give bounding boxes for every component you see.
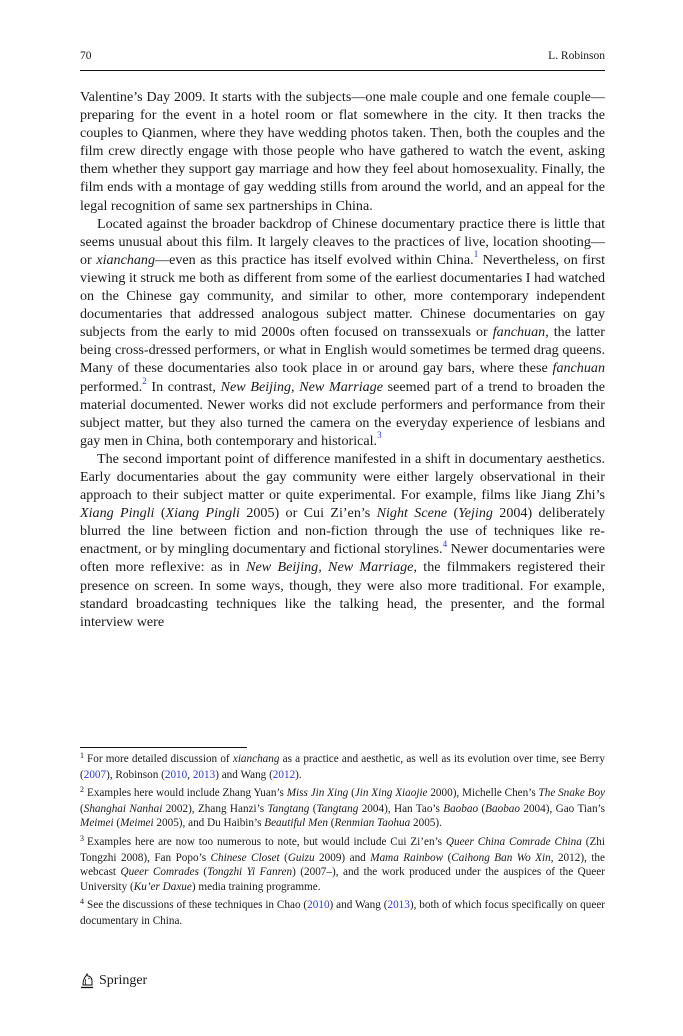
text-run: ) (2007–), and the work produced under the auspices of the Queer University ( [80, 866, 605, 893]
text-run: ( [113, 817, 121, 830]
text-run: ( [478, 802, 486, 815]
footnote-ref-2[interactable]: 2 [142, 375, 147, 386]
text-run: , 2012), the webcast [80, 851, 605, 879]
citation-link[interactable]: 2013 [387, 899, 410, 912]
footnote-2 [80, 786, 605, 831]
footnote-3 [80, 835, 605, 894]
text-run: , the latter being cross-dressed performers, or what in English would sometimes be termed drag queens. Many of these documentaries also took place in or around gay bars, where these [80, 324, 605, 377]
italic-text: The Snake Boy [538, 787, 605, 800]
italic-text: Beautiful Men [264, 817, 328, 830]
text-run: Located against the broader backdrop of Chinese documentary practice there is little that seems unusual about this film. It largely cleaves to the practices of live, location shooting—or [80, 215, 605, 268]
footnote-ref-3[interactable]: 3 [377, 430, 382, 441]
text-run: For more detailed discussion of [87, 753, 233, 765]
text-run: 2002), Zhang Hanzi’s [162, 802, 268, 815]
publisher-footer [80, 970, 147, 992]
footnote-ref-4[interactable]: 4 [442, 538, 448, 549]
body-text [80, 88, 605, 631]
text-run: ), both of which focus specifically on queer documentary in China. [80, 899, 606, 927]
italic-text: Tangtang [316, 802, 359, 815]
italic-text: Jin Xing Xiaojie [354, 787, 428, 800]
italic-text: Renmian Taohua [334, 817, 411, 830]
italic-text: Yejing [458, 505, 493, 522]
text-run: Examples here are now too numerous to note, but would include Cui Zi’en’s [87, 835, 446, 848]
text-run: 2004), Han Tao’s [358, 802, 444, 815]
text-run: , [187, 768, 193, 781]
italic-text: Miss Jin Xing [286, 787, 349, 800]
footnote-ref-1[interactable]: 1 [473, 249, 479, 260]
running-header [80, 50, 605, 70]
header-rule [80, 70, 605, 71]
italic-text: xianchang [232, 753, 280, 765]
italic-text: New Beijing, New Marriage [246, 559, 414, 576]
footnote-1 [80, 752, 605, 782]
citation-link[interactable]: 2007 [83, 768, 107, 781]
italic-text: fanchuan [492, 324, 546, 341]
italic-text: Meimei [120, 817, 154, 830]
italic-text: Xiang Pingli [80, 505, 155, 522]
italic-text: Baobao [443, 802, 479, 815]
text-run: ), Robinson ( [106, 768, 165, 781]
text-run: ). [295, 768, 302, 781]
italic-text: Queer China Comrade China [445, 835, 582, 848]
text-run: ( [327, 817, 335, 830]
text-run: 2005), and Du Haibin’s [153, 817, 265, 830]
italic-text: Night Scene [376, 505, 448, 522]
italic-text: New Beijing, New Marriage [220, 378, 383, 395]
text-run: See the discussions of these techniques in Chao ( [87, 899, 308, 912]
text-run: ( [447, 505, 459, 522]
text-run: Examples here would include Zhang Yuan’s [87, 787, 287, 800]
italic-text: Shanghai Nanhai [83, 802, 163, 815]
text-run: 2004), Gao Tian’s [519, 802, 606, 815]
italic-text: Mama Rainbow [370, 851, 444, 864]
footnotes [80, 752, 605, 933]
text-run: ) and Wang ( [215, 768, 273, 781]
text-run: 2004) deliberately blurred the line between fiction and non-fiction through the use of techniques like re-enactment, or by mingling documentary and fictional storylines. [80, 505, 606, 558]
footnote-rule [80, 747, 247, 748]
text-run: as a practice and aesthetic, as well as its evolution over time, see Berry ( [80, 753, 605, 781]
text-run: Nevertheless, on first viewing it struck me both as different from some of the earliest documentaries I had watched on the Chinese gay community, and similar to other, more contemporary independent documentaries that addressed analogous subject matter. Chinese documentaries on gay subjects from the early to mid 2000s often focused on transsexuals or [80, 251, 606, 341]
text-run: ( [279, 851, 288, 864]
text-run: ( [309, 802, 317, 815]
text-run: , the filmmakers registered their presence on screen. In some ways, though, they were also more traditional. For example, standard broadcasting techniques like the talking head, the presenter, and the formal interview were [80, 559, 605, 630]
footnote-number: 4 [80, 897, 84, 907]
springer-knight-icon [80, 972, 94, 990]
text-run: (Zhi Tongzhi 2008), Fan Popo’s [80, 835, 605, 864]
footnote-number: 3 [80, 833, 84, 843]
citation-link[interactable]: 2013 [192, 768, 216, 781]
citation-link[interactable]: 2010 [164, 768, 188, 781]
text-run: —even as this practice has itself evolved within China. [155, 251, 474, 268]
text-run: 2005). [410, 817, 442, 830]
text-run: 2009) and [314, 851, 371, 864]
italic-text: Chinese Closet [210, 851, 280, 864]
text-run: ) media training programme. [191, 880, 321, 893]
paragraph [80, 215, 605, 450]
text-run: 2005) or Cui Zi’en’s [239, 505, 377, 522]
text-run: performed. [80, 378, 143, 395]
italic-text: fanchuan [552, 360, 605, 377]
text-run: 2000), Michelle Chen’s [427, 787, 539, 800]
italic-text: Meimei [80, 817, 114, 830]
page-number: 70 [80, 50, 92, 62]
citation-link[interactable]: 2010 [307, 899, 330, 912]
italic-text: Xiang Pingli [165, 505, 240, 522]
text-run: ( [443, 851, 452, 864]
italic-text: Baobao [485, 802, 520, 815]
footnote-number: 2 [80, 785, 84, 795]
italic-text: Queer Comrades [120, 866, 199, 879]
footnote-number: 1 [80, 751, 84, 760]
citation-link[interactable]: 2012 [272, 768, 296, 781]
text-run: In contrast, [146, 378, 221, 395]
italic-text: Guizu [287, 851, 315, 864]
running-head-author: L. Robinson [548, 50, 605, 62]
text-run: ( [198, 866, 208, 879]
footnote-4 [80, 898, 605, 928]
italic-text: Caihong Ban Wo Xin [451, 851, 551, 864]
text-run: Newer documentaries were often more reflexive: as in [80, 541, 605, 576]
italic-text: Ku’er Daxue [133, 880, 192, 893]
paragraph [80, 88, 605, 215]
text-run: The second important point of difference manifested in a shift in documentary aesthetics. Early documentaries about the gay community were either largely observational in their approach to their subject matter or quite experimental. For example, films like Jiang Zhi’s [80, 450, 605, 504]
publisher-name: Springer [99, 973, 148, 988]
text-run: Valentine’s Day 2009. It starts with the subjects—one male couple and one female couple—preparing for the event in a hotel room or flat somewhere in the city. It then tracks the couples to Qianmen, where they have wedding photos taken. Then, both the couples and the film crew directly engage with those people who have gathered to watch the event, asking them whether they support gay marriage and how they feel about homosexuality. Finally, the film ends with a montage of gay wedding stills from around the world, and an appeal for the legal recognition of same sex partnerships in China. [80, 89, 605, 214]
paragraph [80, 450, 605, 631]
italic-text: xianchang [96, 251, 156, 268]
text-run: ) and Wang ( [329, 899, 388, 912]
text-run: ( [80, 802, 84, 815]
text-run: ( [348, 787, 355, 800]
italic-text: Tongzhi Yi Fanren [207, 866, 293, 879]
text-run: ( [154, 505, 166, 522]
italic-text: Tangtang [267, 802, 310, 815]
text-run: seemed part of a trend to broaden the material documented. Newer works did not exclude performers and performance from their subject matter, but they also turned the camera on the everyday experience of lesbians and gay men in China, both contemporary and historical. [80, 378, 606, 449]
